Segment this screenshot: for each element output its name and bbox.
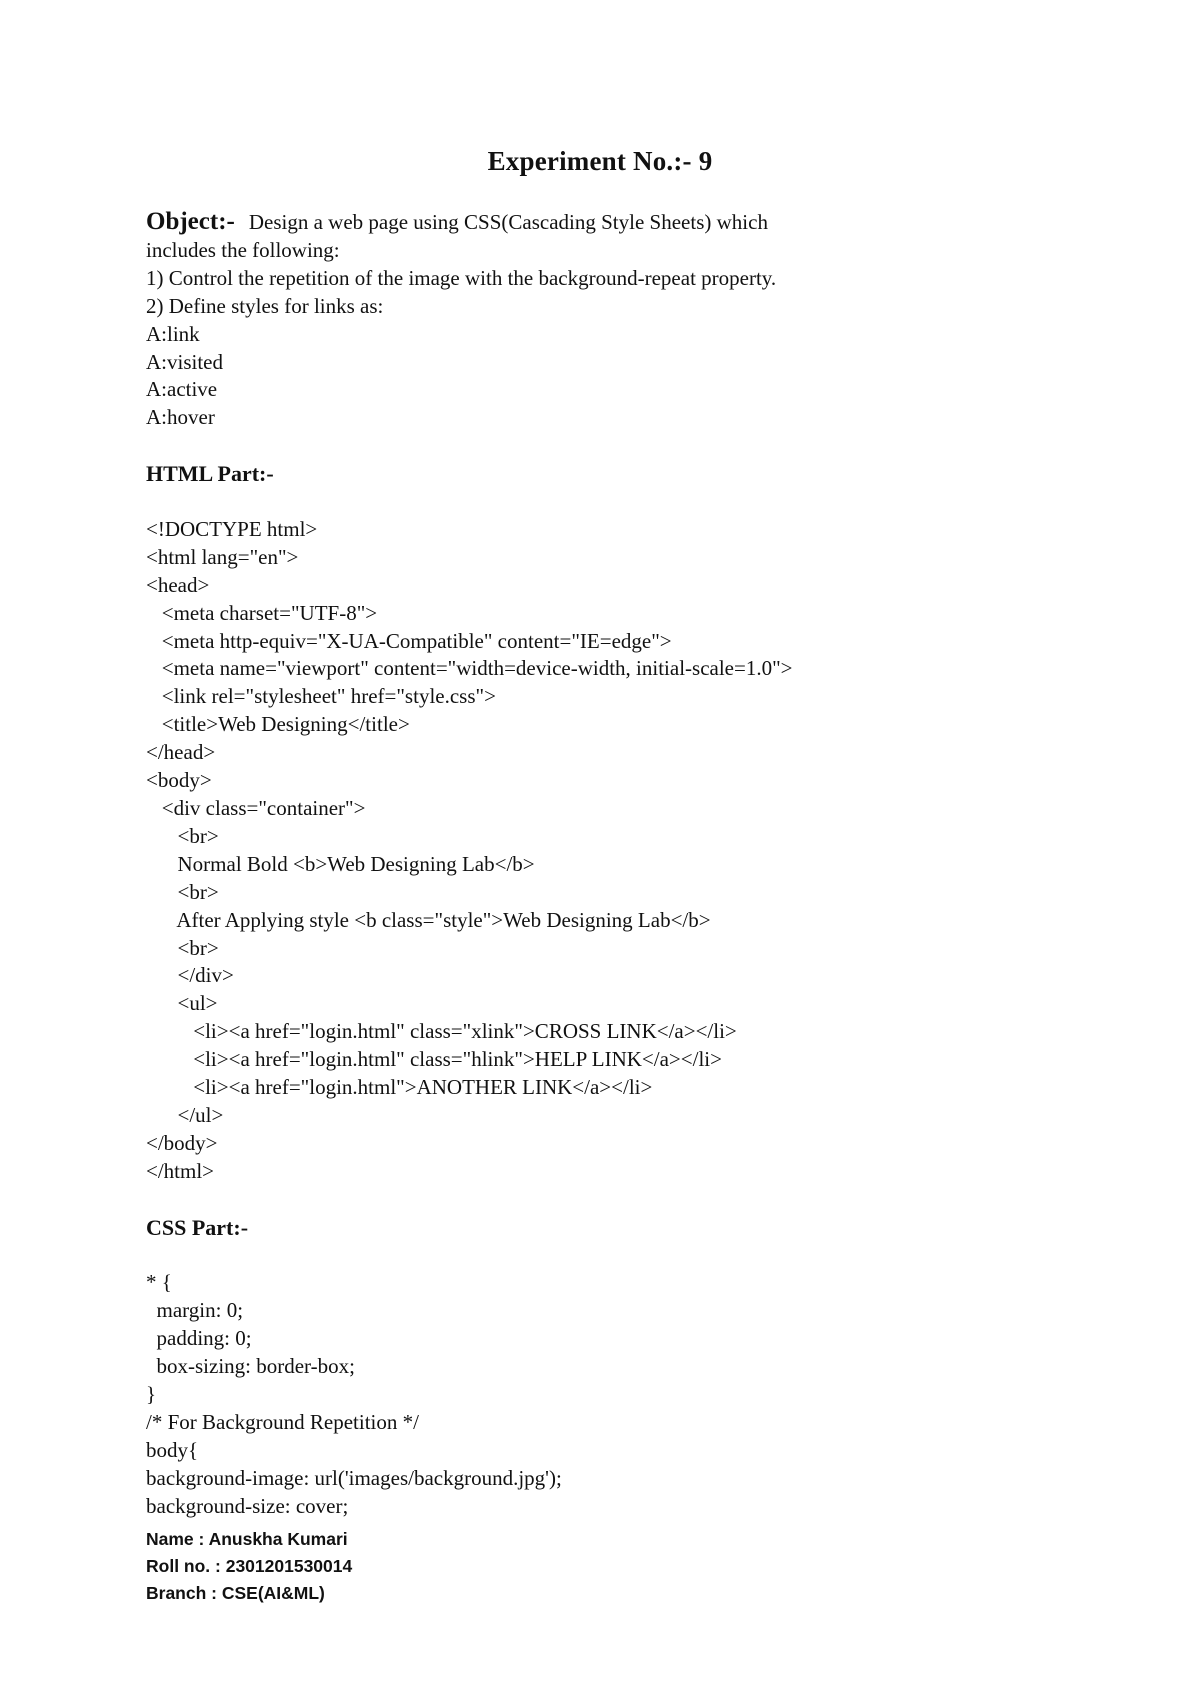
code-line: background-image: url('images/background.jpg'); — [146, 1465, 562, 1490]
code-line: </ul> — [146, 1102, 224, 1127]
object-line-1: includes the following: — [146, 237, 340, 262]
code-line: <br> — [146, 879, 219, 904]
code-line: <li><a href="login.html" class="hlink">HELP LINK</a></li> — [146, 1047, 722, 1072]
code-line: <head> — [146, 572, 210, 597]
code-line: <title>Web Designing</title> — [146, 712, 410, 737]
code-line: box-sizing: border-box; — [146, 1354, 355, 1379]
object-line-3: 2) Define styles for links as: — [146, 293, 384, 318]
code-line: <li><a href="login.html" class="xlink">CROSS LINK</a></li> — [146, 1019, 737, 1044]
code-line: <br> — [146, 823, 219, 848]
code-line: <div class="container"> — [146, 796, 366, 820]
code-line: Normal Bold <b>Web Designing Lab</b> — [146, 851, 535, 876]
code-line: <br> — [146, 935, 219, 960]
code-line: <body> — [146, 768, 212, 793]
object-line — [146, 208, 1146, 237]
code-line: margin: 0; — [146, 1298, 244, 1323]
student-footer — [146, 1526, 352, 1607]
html-part-heading: HTML Part:- — [146, 461, 274, 487]
object-line-4: A:link — [146, 321, 200, 346]
code-line: </head> — [146, 740, 216, 765]
code-line: After Applying style <b class="style">Web Designing Lab</b> — [146, 907, 711, 932]
object-line-5: A:visited — [146, 349, 223, 374]
object-line-2: 1) Control the repetition of the image with the background-repeat property. — [146, 265, 777, 290]
student-roll-number: Roll no. : 2301201530014 — [146, 1556, 353, 1576]
code-line: <!DOCTYPE html> — [146, 516, 318, 541]
code-line: <meta charset="UTF-8"> — [146, 600, 378, 625]
object-line-6: A:active — [146, 377, 218, 402]
page-title: Experiment No.:- 9 — [487, 146, 713, 176]
code-line: padding: 0; — [146, 1326, 252, 1351]
code-line: <meta name="viewport" content="width=device-width, initial-scale=1.0"> — [146, 656, 793, 681]
code-line: background-size: cover; — [146, 1493, 349, 1518]
code-line: </body> — [146, 1130, 218, 1155]
spacer — [146, 1186, 1146, 1214]
code-line: <li><a href="login.html">ANOTHER LINK</a></li> — [146, 1075, 653, 1100]
code-line: /* For Background Repetition */ — [146, 1409, 419, 1434]
code-line: <ul> — [146, 991, 218, 1016]
code-line: * { — [146, 1270, 172, 1295]
spacer — [146, 488, 1146, 516]
css-code-block — [146, 1269, 1146, 1520]
html-code-block — [146, 516, 1146, 1186]
code-line: <meta http-equiv="X-UA-Compatible" content="IE=edge"> — [146, 628, 672, 653]
code-line: } — [146, 1382, 157, 1406]
document-body — [146, 208, 1146, 1521]
code-line: <link rel="stylesheet" href="style.css"> — [146, 684, 496, 709]
code-line: <html lang="en"> — [146, 544, 299, 569]
student-branch: Branch : CSE(AI&ML) — [146, 1583, 325, 1603]
css-part-heading: CSS Part:- — [146, 1214, 249, 1240]
student-name: Name : Anuskha Kumari — [146, 1529, 348, 1549]
code-line: </div> — [146, 963, 234, 988]
object-text: Design a web page using CSS(Cascading Style Sheets) which — [248, 210, 768, 234]
code-line: body{ — [146, 1437, 199, 1462]
spacer — [146, 432, 1146, 460]
object-line-7: A:hover — [146, 405, 215, 430]
object-label: Object:- — [146, 208, 235, 235]
spacer — [146, 1241, 1146, 1269]
code-line: </html> — [146, 1158, 215, 1183]
